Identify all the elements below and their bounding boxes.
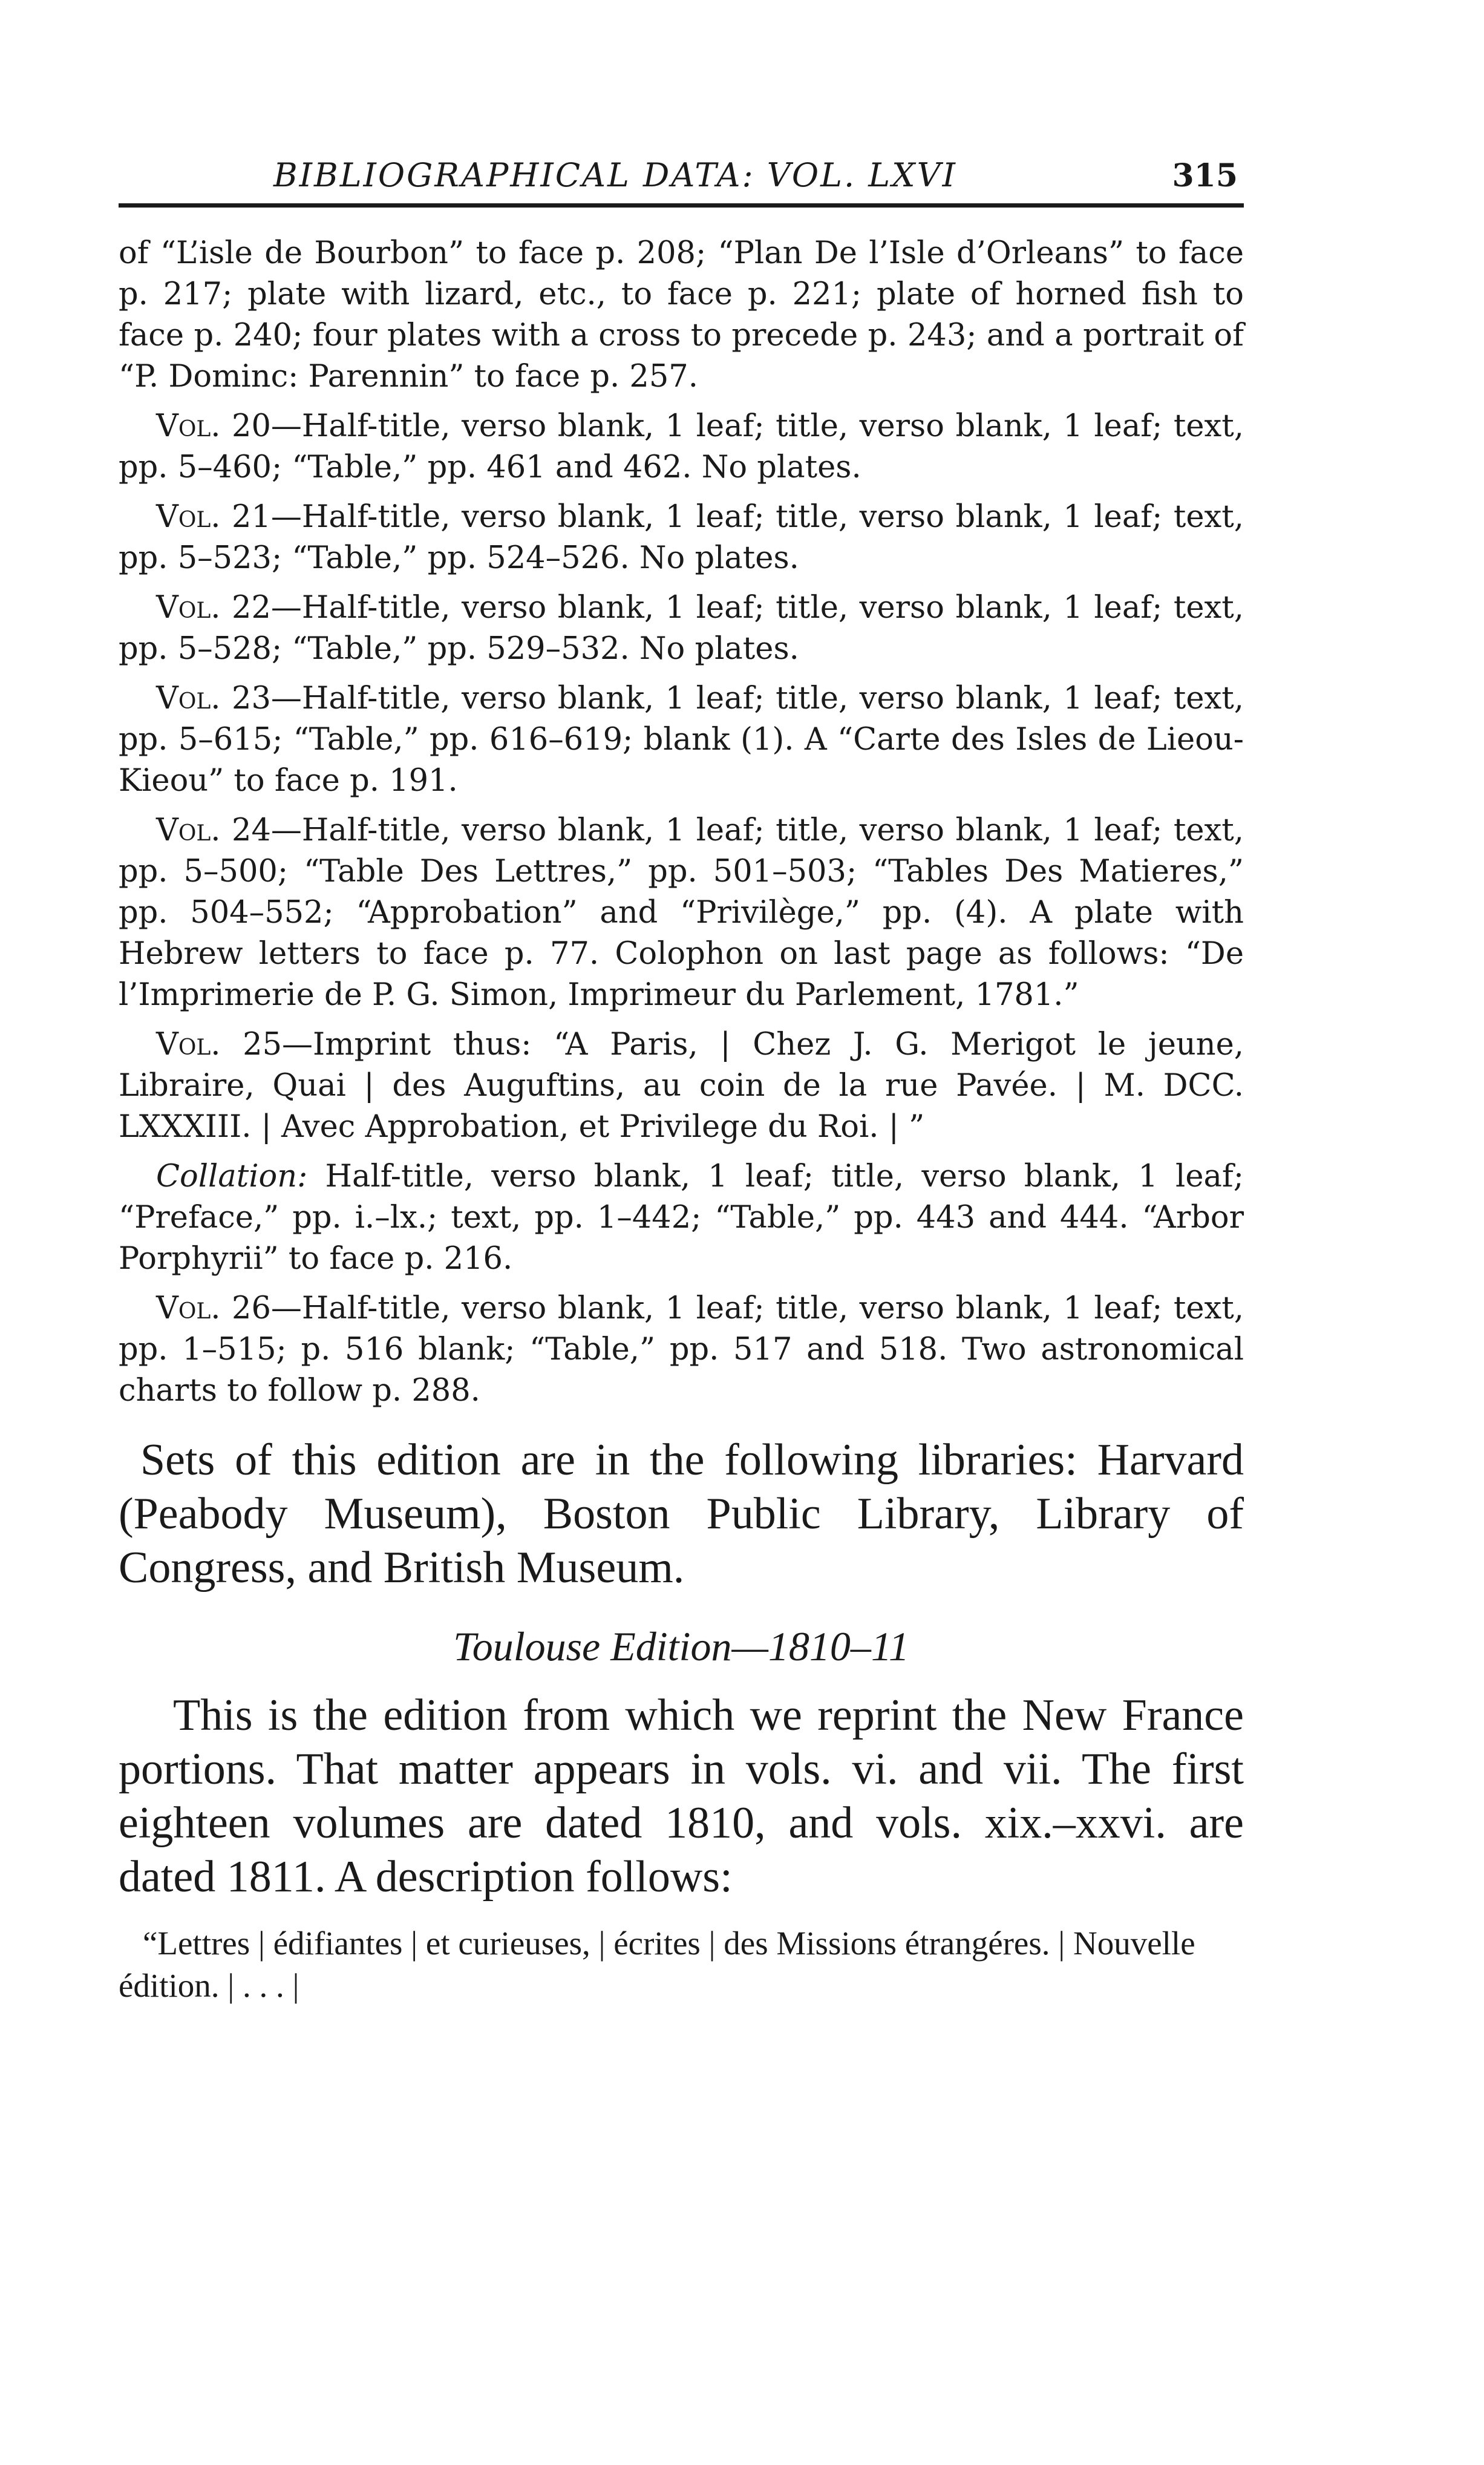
vol-label: Vol. <box>156 1027 221 1062</box>
collation-label: Collation: <box>156 1159 308 1194</box>
vol-25-entry <box>119 1024 1244 1148</box>
vol-label: Vol. <box>156 681 221 716</box>
vol-label: Vol. <box>156 408 221 444</box>
vol-text: 22—Half-title, verso blank, 1 leaf; title, verso blank, 1 leaf; text, pp. 5–528; “Table,” pp. 529–532. No plates. <box>119 590 1244 667</box>
vol-21-entry <box>119 497 1244 579</box>
vol-20-entry <box>119 406 1244 488</box>
vol-text: 26—Half-title, verso blank, 1 leaf; title, verso blank, 1 leaf; text, pp. 1–515; p. 516 blank; “Table,” pp. 517 and 518. Two astronomical charts to follow p. 288. <box>119 1291 1244 1409</box>
vol-label: Vol. <box>156 813 221 848</box>
vol-22-entry <box>119 588 1244 670</box>
vol-23-entry <box>119 678 1244 802</box>
edition-description: This is the edition from which we reprint the New France portions. That matter appears in vols. vi. and vii. The first eighteen volumes are dated 1810, and vols. xix.–xxvi. are dated 1811. A description follows: <box>119 1691 1244 1902</box>
page <box>119 145 1244 2007</box>
libraries-paragraph: Sets of this edition are in the following libraries: Harvard (Peabody Museum), Boston Public Library, Library of Congress, and British Museum. <box>119 1435 1244 1593</box>
bibliography-entries <box>119 233 1244 1412</box>
running-head <box>119 145 1244 208</box>
vol-26-entry <box>119 1288 1244 1412</box>
collation-entry <box>119 1156 1244 1280</box>
vol-label: Vol. <box>156 590 221 626</box>
vol-text: 25—Imprint thus: “A Paris, | Chez J. G. Merigot le jeune, Libraire, Quai | des Auguftins, au coin de la rue Pavée. | M. DCC. LXXXIII. | Avec Approbation, et Privilege du Roi. | ” <box>119 1027 1244 1145</box>
running-title: BIBLIOGRAPHICAL DATA: VOL. LXVI <box>273 156 957 194</box>
vol-label: Vol. <box>156 499 221 535</box>
section-heading: Toulouse Edition—1810–11 <box>453 1623 909 1669</box>
vol-label: Vol. <box>156 1291 221 1326</box>
vol-text: 24—Half-title, verso blank, 1 leaf; title, verso blank, 1 leaf; text, pp. 5–500; “Table Des Lettres,” pp. 501–503; “Tables Des Matieres,” pp. 504–552; “Approbation” and “Privilège,” pp. (4). A plate with Hebrew letters to face p. 77. Colophon on last page as follows: “De l’Imprimerie de P. G. Simon, Imprimeur du Parlement, 1781.” <box>119 813 1244 1013</box>
vol-text: 23—Half-title, verso blank, 1 leaf; title, verso blank, 1 leaf; text, pp. 5–615; “Table,” pp. 616–619; blank (1). A “Carte des Isles de Lieou-Kieou” to face p. 191. <box>119 681 1244 799</box>
collation-text: Half-title, verso blank, 1 leaf; title, verso blank, 1 leaf; “Preface,” pp. i.–lx.; text, pp. 1–442; “Table,” pp. 443 and 444. “Arbor Porphyrii” to face p. 216. <box>119 1159 1244 1277</box>
vol-text: 20—Half-title, verso blank, 1 leaf; title, verso blank, 1 leaf; text, pp. 5–460; “Table,” pp. 461 and 462. No plates. <box>119 408 1244 485</box>
title-quote: “Lettres | édifiantes | et curieuses, | écrites | des Missions étrangéres. | Nouvelle édition. | . . . | <box>119 1925 1195 2004</box>
vol-text: 21—Half-title, verso blank, 1 leaf; title, verso blank, 1 leaf; text, pp. 5–523; “Table,” pp. 524–526. No plates. <box>119 499 1244 576</box>
page-number: 315 <box>1172 157 1238 194</box>
vol-24-entry <box>119 810 1244 1016</box>
continuation-paragraph: of “L’isle de Bourbon” to face p. 208; “Plan De l’Isle d’Orleans” to face p. 217; plate with lizard, etc., to face p. 221; plate of horned fish to face p. 240; four plates with a cross to precede p. 243; and a portrait of “P. Dominc: Parennin” to face p. 257. <box>119 235 1244 394</box>
